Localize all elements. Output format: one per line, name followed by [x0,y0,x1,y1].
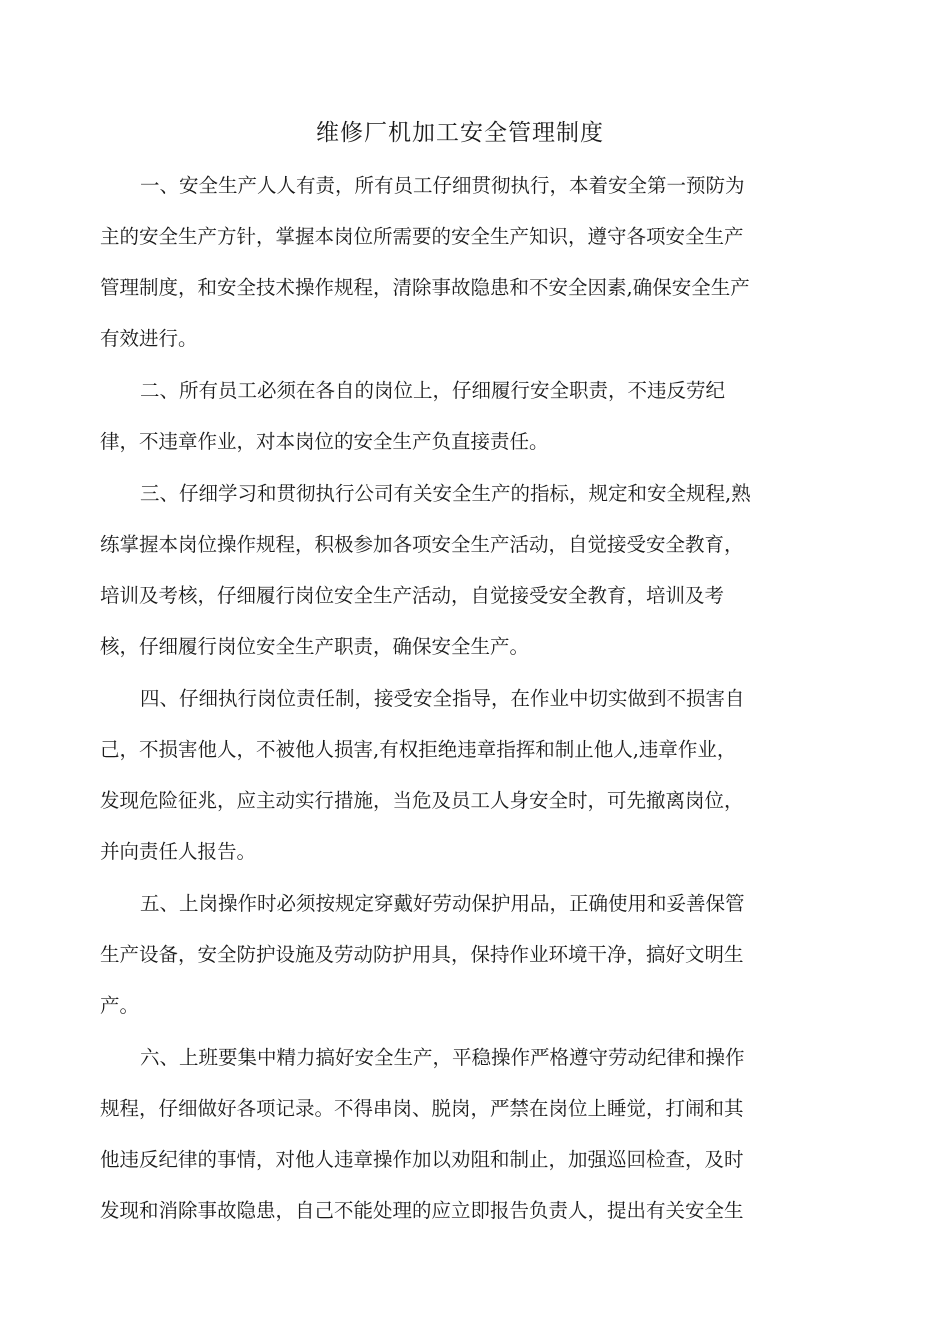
paragraph-line: 主的安全生产方针，掌握本岗位所需要的安全生产知识，遵守各项安全生产 [100,225,744,248]
paragraph-5 [100,878,820,1031]
paragraph-line: 产。 [100,994,140,1017]
paragraph-line: 并向责任人报告。 [100,840,257,863]
paragraph-line: 有效进行。 [100,327,198,350]
paragraph-line: 一、安全生产人人有责，所有员工仔细贯彻执行，本着安全第一预防为 [140,174,745,197]
paragraph-6 [100,1032,820,1236]
paragraph-line: 发现和消除事故隐患，自己不能处理的应立即报告负责人，提出有关安全生 [100,1199,744,1222]
paragraph-line: 培训及考核，仔细履行岗位安全生产活动，自觉接受安全教育，培训及考 [100,584,725,607]
paragraph-line: 练掌握本岗位操作规程，积极参加各项安全生产活动，自觉接受安全教育， [100,533,744,556]
paragraph-line: 核，仔细履行岗位安全生产职责，确保安全生产。 [100,635,530,658]
paragraph-4 [100,673,820,877]
paragraph-line: 管理制度，和安全技术操作规程，清除事故隐患和不安全因素,确保安全生产 [100,276,750,299]
paragraph-line: 律，不违章作业，对本岗位的安全生产负直接责任。 [100,430,549,453]
document-page [100,108,820,1236]
paragraph-line: 发现危险征兆，应主动实行措施，当危及员工人身安全时，可先撤离岗位， [100,789,744,812]
paragraph-line: 三、仔细学习和贯彻执行公司有关安全生产的指标，规定和安全规程,熟 [140,482,751,505]
paragraph-2 [100,365,820,467]
paragraph-3 [100,468,820,672]
paragraph-1 [100,160,820,364]
paragraph-line: 规程，仔细做好各项记录。不得串岗、脱岗，严禁在岗位上睡觉，打闹和其 [100,1097,744,1120]
paragraph-line: 六、上班要集中精力搞好安全生产，平稳操作严格遵守劳动纪律和操作 [140,1046,745,1069]
document-title: 维修厂机加工安全管理制度 [316,120,604,146]
paragraph-line: 己，不损害他人，不被他人损害,有权拒绝违章指挥和制止他人,违章作业， [100,738,737,761]
paragraph-line: 生产设备，安全防护设施及劳动防护用具，保持作业环境干净，搞好文明生 [100,943,744,966]
paragraph-line: 四、仔细执行岗位责任制，接受安全指导，在作业中切实做到不损害自 [140,687,745,710]
paragraph-line: 二、所有员工必须在各自的岗位上，仔细履行安全职责，不违反劳纪 [140,379,726,402]
paragraph-line: 他违反纪律的事情，对他人违章操作加以劝阻和制止，加强巡回检查，及时 [100,1148,744,1171]
paragraph-line: 五、上岗操作时必须按规定穿戴好劳动保护用品，正确使用和妥善保管 [140,892,745,915]
